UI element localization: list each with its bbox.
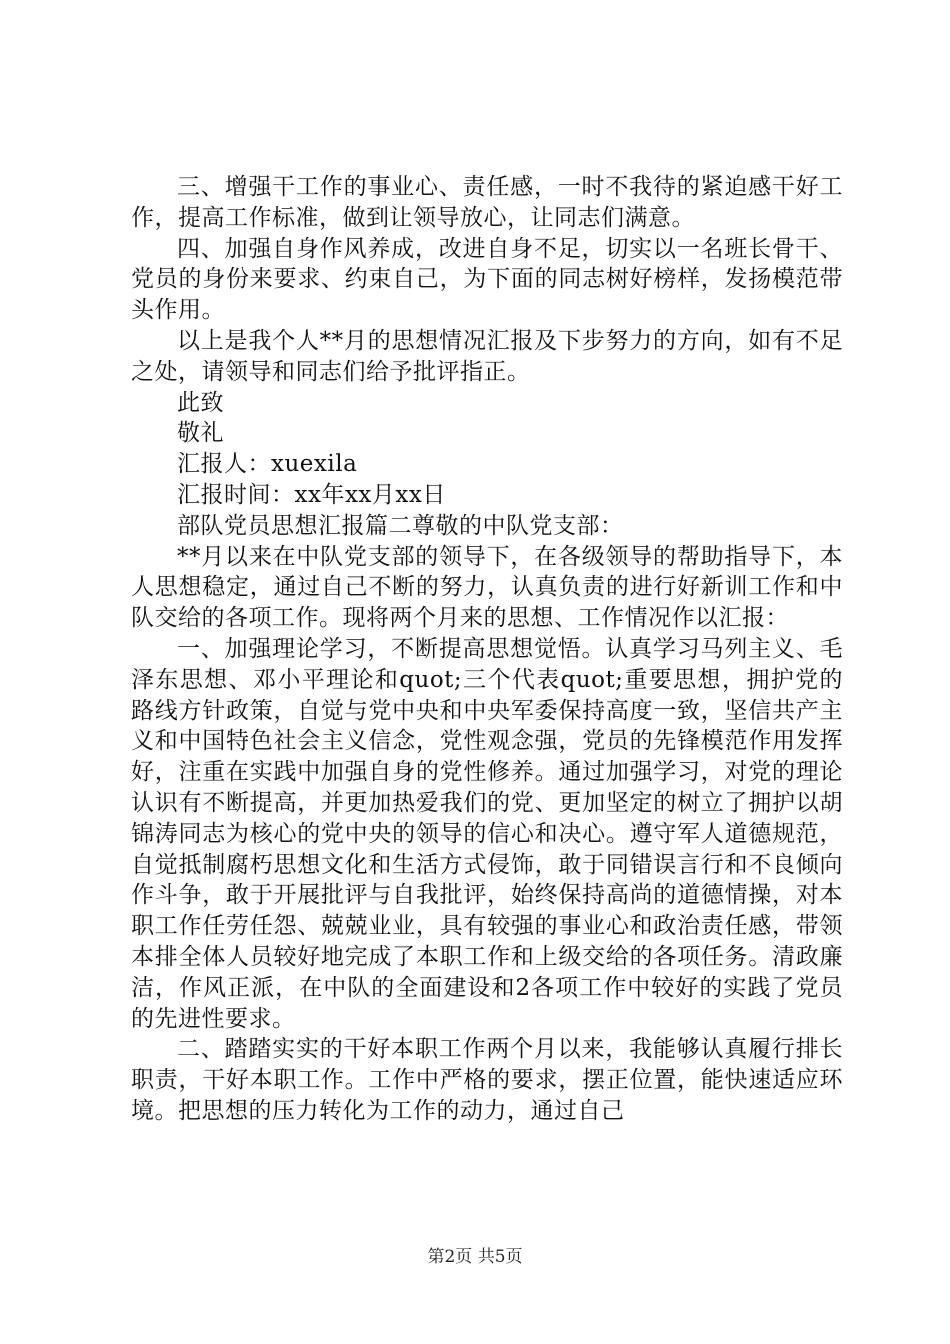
closing-regards: 敬礼 [177, 420, 224, 447]
paragraph-summary: 以上是我个人**月的思想情况汇报及下步努力的方向，如有不足之处，请领导和同志们给予批评指正。 [131, 327, 843, 385]
paragraph-4: 四、加强自身作风养成，改进自身不足，切实以一名班长骨干、党员的身份来要求、约束自己，为下面的同志树好榜样，发扬模范带头作用。 [131, 235, 843, 324]
paragraph-3: 三、增强干工作的事业心、责任感，一时不我待的紧迫感干好工作，提高工作标准，做到让领导放心，让同志们满意。 [131, 174, 843, 231]
closing-salutation: 此致 [177, 389, 224, 416]
reporter-line: 汇报人：xuexila [177, 451, 358, 478]
report-date-line: 汇报时间：xx年xx月xx日 [177, 481, 446, 508]
paragraph-intro: **月以来在中队党支部的领导下，在各级领导的帮助指导下，本人思想稳定，通过自己不断的努力，认真负责的进行好新训工作和中队交给的各项工作。现将两个月来的思想、工作情况作以汇报： [131, 543, 843, 632]
document-body [131, 172, 843, 1127]
paragraph-work-duty: 二、踏踏实实的干好本职工作两个月以来，我能够认真履行排长职责，干好本职工作。工作中严格的要求，摆正位置，能快速适应环境。把思想的压力转化为工作的动力，通过自己 [131, 1036, 843, 1124]
paragraph-theory-study: 一、加强理论学习，不断提高思想觉悟。认真学习马列主义、毛泽东思想、邓小平理论和quot;三个代表quot;重要思想，拥护党的路线方针政策，自觉与党中央和中央军委保持高度一致，坚信共产主义和中国特色社会主义信念，党性观念强，党员的先锋模范作用发挥好，注重在实践中加强自身的党性修养。通过加强学习，对党的理论认识有不断提高，并更加热爱我们的党、更加坚定的树立了拥护以胡锦涛同志为核心的党中央的领导的信心和决心。遵守军人道德规范，自觉抵制腐朽思想文化和生活方式侵饰，敢于同错误言行和不良倾向作斗争，敢于开展批评与自我批评，始终保持高尚的道德情操，对本职工作任劳任怨、兢兢业业，具有较强的事业心和政治责任感，带领本排全体人员较好地完成了本职工作和上级交给的各项任务。清政廉洁，作风正派，在中队的全面建设和2各项工作中较好的实践了党员的先进性要求。 [131, 635, 843, 1032]
page-number-footer: 第2页 共5页 [427, 1247, 523, 1267]
section-title: 部队党员思想汇报篇二尊敬的中队党支部： [177, 512, 624, 539]
